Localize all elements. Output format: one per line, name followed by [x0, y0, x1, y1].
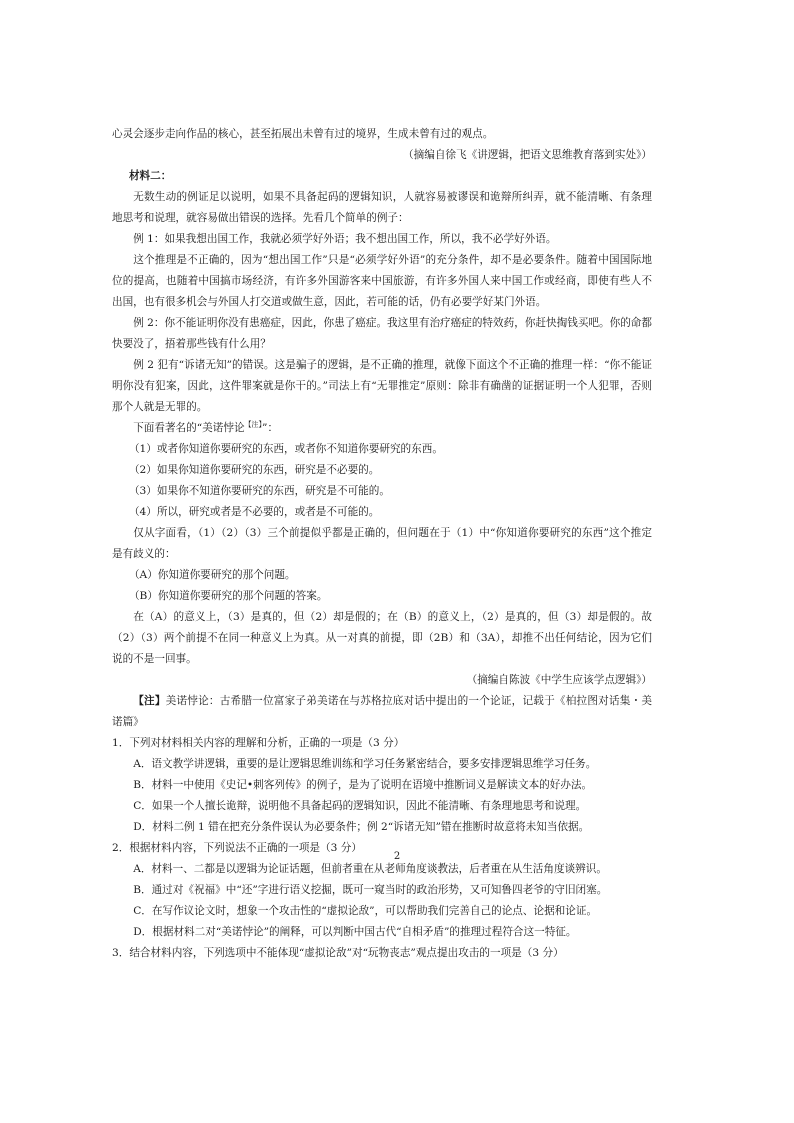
question-2: 2．根据材料内容，下列说法不正确的一项是（3 分）	[112, 842, 362, 854]
meno-premise-2: （2）如果你知道你要研究的东西，研究是不必要的。	[128, 464, 380, 476]
question-1-option-c: C．如果一个人擅长诡辩，说明他不具备起码的逻辑知识，因此不能清晰、有条理地思考和说理。	[133, 800, 587, 812]
question-1-option-b: B．材料一中使用《史记•刺客列传》的例子，是为了说明在语境中推断词义是解读文本的好办法。	[133, 779, 593, 791]
page-number: 2	[393, 851, 401, 862]
meno-intro	[112, 418, 652, 439]
question-1: 1．下列对材料相关内容的理解和分析，正确的一项是（3 分）	[112, 737, 405, 749]
paragraph-analysis-2: 例 2 犯有“诉诸无知”的错误。这是骗子的逻辑，是不正确的推理，就像下面这个不正确的推理一样：“你不能证明你没有犯案，因此，这件罪案就是你干的。”司法上有“无罪推定”原则：除非有确凿的证据证明一个人犯罪，否则那个人就是无罪的。	[112, 359, 652, 413]
question-3: 3．结合材料内容，下列选项中不能体现“虚拟论敌”对“玩物丧志”观点提出攻击的一项是（3 分）	[112, 947, 564, 959]
question-2-option-b: B．通过对《祝福》中“还”字进行语义挖掘，既可一窥当时的政治形势，又可知鲁四老爷的守旧闭塞。	[133, 884, 608, 896]
meaning-a: （A）你知道你要研究的那个问题。	[128, 569, 296, 581]
question-2-option-d: D．根据材料二对“美诺悖论”的阐释，可以判断中国古代“自相矛盾”的推理过程符合这一特征。	[133, 926, 577, 938]
paragraph-continued: 心灵会逐步走向作品的核心，甚至拓展出未曾有过的境界，生成未曾有过的观点。	[112, 128, 494, 140]
meno-premise-3: （3）如果你不知道你要研究的东西，研究是不可能的。	[128, 485, 390, 497]
footnote-text: 美诺悖论：古希腊一位富家子弟美诺在与苏格拉底对话中提出的一个论证，记载于《柏拉图对话集・美诺篇》	[112, 695, 653, 728]
meno-intro-end: ”：	[262, 422, 279, 434]
example-2: 例 2：你不能证明你没有患癌症，因此，你患了癌症。我这里有治疗癌症的特效药，你赶快掏钱买吧。你的命都快要没了，捂着那些钱有什么用？	[112, 317, 652, 350]
question-1-option-a: A．语文教学讲逻辑，重要的是让逻辑思维训练和学习任务紧密结合，要多安排逻辑思维学习任务。	[133, 758, 597, 770]
footnote	[112, 691, 652, 733]
source-citation-2: （摘编自陈波《中学生应该学点逻辑》）	[466, 674, 652, 686]
meno-conclusion: （4）所以，研究或者是不必要的，或者是不可能的。	[128, 506, 380, 518]
source-citation-1: （摘编自徐飞《讲逻辑，把语文思维教育落到实处》）	[403, 149, 652, 161]
page-content	[112, 124, 652, 964]
paragraph-analysis-1: 这个推理是不正确的，因为“想出国工作”只是“必须学好外语”的充分条件，却不是必要条件。随着中国国际地位的提高，也随着中国搞市场经济，有许多外国游客来中国旅游，有许多外国人来中国工作或经商，即使有些人不出国，也有很多机会与外国人打交道或做生意，因此，若可能的话，仍有必要学好某门外语。	[112, 254, 652, 308]
footnote-label: 【注】	[133, 695, 166, 707]
meno-premise-1: （1）或者你知道你要研究的东西，或者你不知道你要研究的东西。	[128, 443, 443, 455]
question-2-option-a: A．材料一、二都是以逻辑为论证话题，但前者重在从老师角度谈教法，后者重在从生活角度谈辨识。	[133, 863, 607, 875]
question-1-option-d: D．材料二例 1 错在把充分条件误认为必要条件；例 2“诉诸无知”错在推断时故意将未知当依据。	[133, 821, 590, 833]
example-1: 例 1：如果我想出国工作，我就必须学好外语；我不想出国工作，所以，我不必学好外语。	[133, 233, 557, 245]
paragraph-conclusion: 在（A）的意义上，（3）是真的，但（2）却是假的；在（B）的意义上，（2）是真的，但（3）却是假的。故（2）（3）两个前提不在同一种意义上为真。从一对真的前提，即（2B）和（3A），却推不出任何结论，因为它们说的不是一回事。	[112, 611, 652, 665]
paragraph-intro: 无数生动的例证足以说明，如果不具备起码的逻辑知识，人就容易被谬误和诡辩所纠弄，就不能清晰、有条理地思考和说理，就容易做出错误的选择。先看几个简单的例子：	[112, 191, 652, 224]
note-marker: 【注】	[244, 420, 263, 429]
meno-intro-text: 下面看著名的“美诺悖论	[133, 422, 245, 434]
question-2-option-c: C．在写作议论文时，想象一个攻击性的“虚拟论敌”，可以帮助我们完善自己的论点、论据和论证。	[133, 905, 598, 917]
meaning-b: （B）你知道你要研究的那个问题的答案。	[128, 590, 328, 602]
paragraph-ambiguity: 仅从字面看，（1）（2）（3）三个前提似乎都是正确的，但问题在于（1）中“你知道你要研究的东西”这个推定是有歧义的：	[112, 527, 652, 560]
section-heading-material-2: 材料二：	[128, 170, 172, 182]
